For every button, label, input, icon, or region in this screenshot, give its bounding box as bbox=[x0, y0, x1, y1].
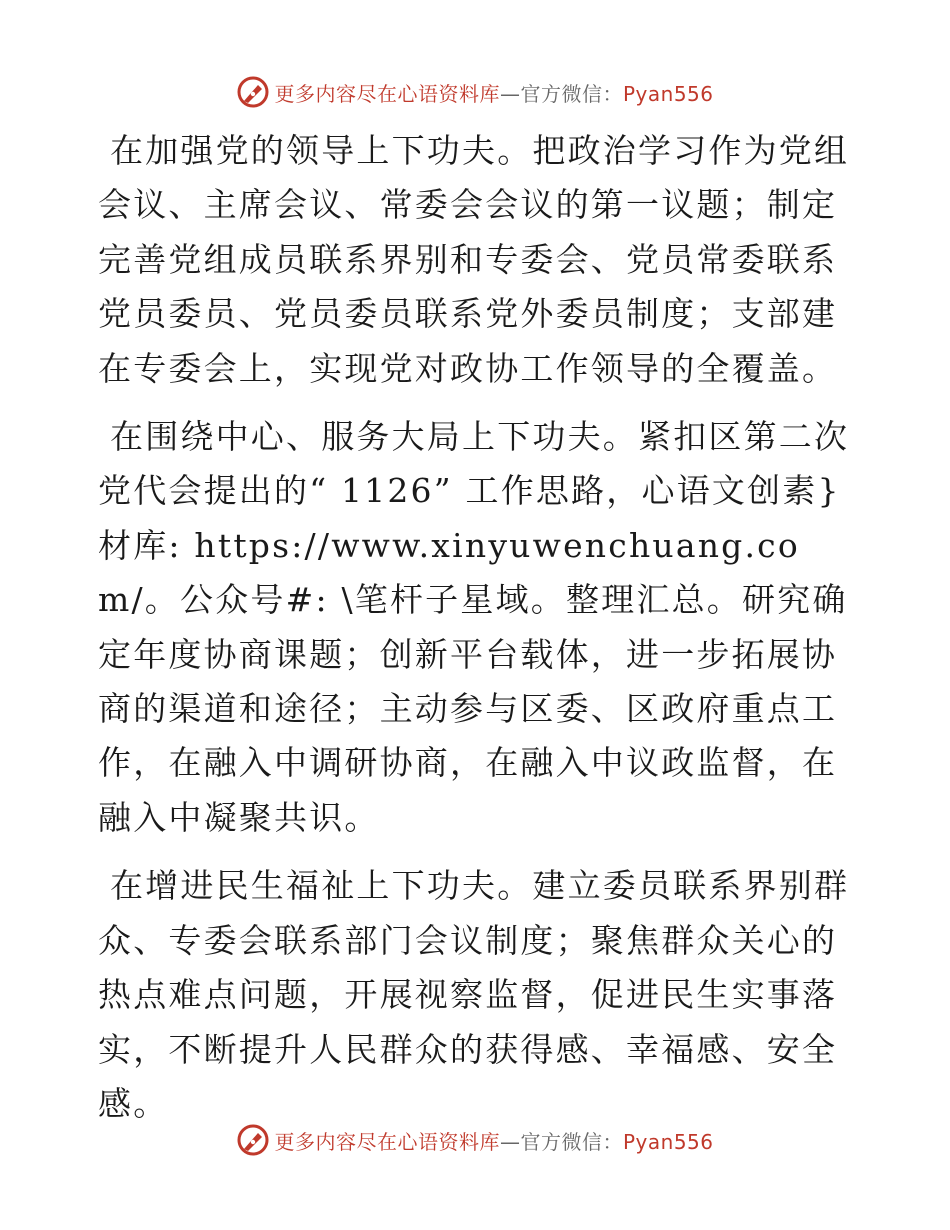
pen-nib-circle-icon bbox=[236, 1123, 270, 1157]
paragraph-2: 在围绕中心、服务大局上下功夫。紧扣区第二次党代会提出的“ 1126” 工作思路，心语文创素}材库: https://www.xinyuwenchuang.com/。公众号#: \笔杆子星域。整理汇总。研究确定年度协商课题；创新平台载体，进一步拓展协商的渠道和途径；主动参与区委、区政府重点工作，在融入中调研协商，在融入中议政监督，在融入中凝聚共识。 bbox=[98, 417, 850, 837]
paragraph-1: 在加强党的领导上下功夫。把政治学习作为党组会议、主席会议、常委会会议的第一议题；制定完善党组成员联系界别和专委会、党员常委联系党员委员、党员委员联系党外委员制度；支部建在专委会上，实现党对政协工作领导的全覆盖。 bbox=[98, 131, 850, 388]
document-body bbox=[98, 124, 858, 1145]
pen-nib-circle-icon bbox=[236, 75, 270, 109]
header-banner bbox=[0, 72, 950, 112]
header-banner-text: 更多内容尽在心语资料库—官方微信：Pyan556 bbox=[274, 81, 714, 106]
footer-banner-text: 更多内容尽在心语资料库—官方微信：Pyan556 bbox=[274, 1129, 714, 1154]
footer-banner bbox=[0, 1120, 950, 1160]
paragraph-3: 在增进民生福祉上下功夫。建立委员联系界别群众、专委会联系部门会议制度；聚焦群众关心的热点难点问题，开展视察监督，促进民生实事落实，不断提升人民群众的获得感、幸福感、安全感。 bbox=[98, 866, 850, 1123]
